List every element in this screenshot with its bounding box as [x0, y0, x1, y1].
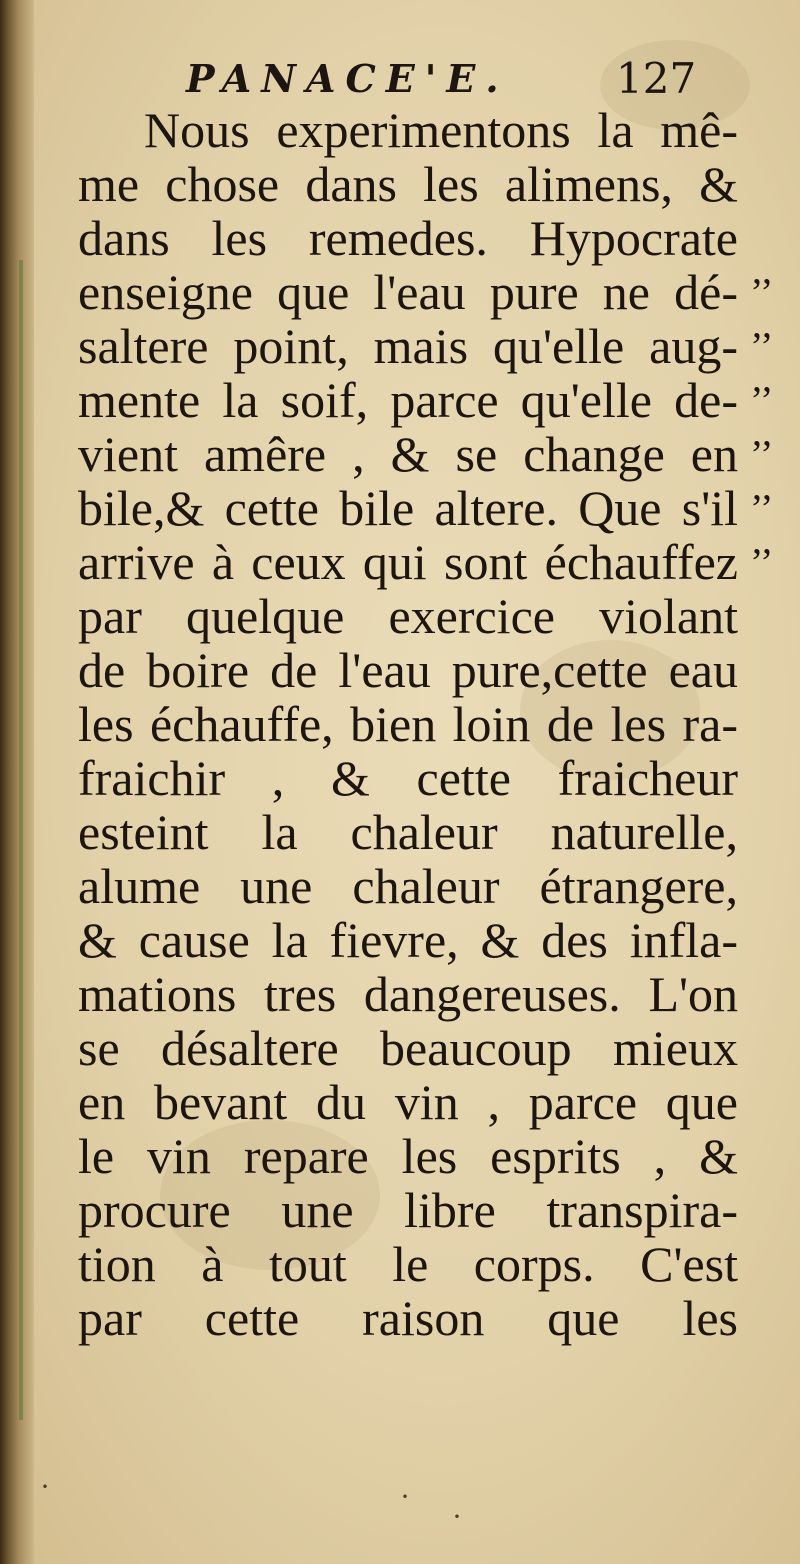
- text-line: mations tres dangereuses. L'on: [78, 966, 738, 1022]
- margin-quotation-marks: [752, 243, 796, 567]
- text-line: vient amêre , & se change en: [78, 426, 738, 482]
- text-line: tion à tout le corps. C'est: [78, 1236, 738, 1292]
- text-line: dans les remedes. Hypocrate: [78, 210, 738, 266]
- text-line: par cette raison que les: [78, 1290, 738, 1346]
- margin-quote: ,,: [752, 409, 772, 454]
- binding-gutter: [0, 0, 34, 1564]
- margin-quote: ,,: [752, 463, 772, 508]
- text-line: alume une chaleur étrangere,: [78, 858, 738, 914]
- text-line: le vin repare les esprits , &: [78, 1128, 738, 1184]
- binding-thread: [19, 260, 23, 1420]
- running-head-title: PANACE'E.: [186, 56, 509, 101]
- margin-quote: ,,: [752, 247, 772, 292]
- text-line: enseigne que l'eau pure ne dé-: [78, 264, 738, 320]
- text-line: de boire de l'eau pure,cette eau: [78, 642, 738, 698]
- text-line: bile,& cette bile altere. Que s'il: [78, 480, 738, 536]
- text-line: arrive à ceux qui sont échauffez: [78, 534, 738, 590]
- ink-speck: ·: [400, 1480, 410, 1513]
- margin-quote: ,,: [752, 301, 772, 346]
- text-line: me chose dans les alimens, &: [78, 156, 738, 212]
- ink-speck: ·: [452, 1500, 462, 1533]
- text-line: Nous experimentons la mê-: [144, 102, 738, 158]
- margin-quote: ,,: [752, 355, 772, 400]
- text-line: procure une libre transpira-: [78, 1182, 738, 1238]
- text-line: saltere point, mais qu'elle aug-: [78, 318, 738, 374]
- text-line: par quelque exercice violant: [78, 588, 738, 644]
- text-line: les échauffe, bien loin de les ra-: [78, 696, 738, 752]
- text-block: [78, 103, 738, 1345]
- text-line: se désaltere beaucoup mieux: [78, 1020, 738, 1076]
- ink-speck: ·: [40, 1470, 50, 1503]
- text-line: mente la soif, parce qu'elle de-: [78, 372, 738, 428]
- text-line: esteint la chaleur naturelle,: [78, 804, 738, 860]
- running-head: [186, 48, 746, 108]
- text-line: en bevant du vin , parce que: [78, 1074, 738, 1130]
- text-line: & cause la fievre, & des infla-: [78, 912, 738, 968]
- margin-quote: ,,: [752, 517, 772, 562]
- text-line: fraichir , & cette fraicheur: [78, 750, 738, 806]
- page-number: 127: [616, 54, 697, 103]
